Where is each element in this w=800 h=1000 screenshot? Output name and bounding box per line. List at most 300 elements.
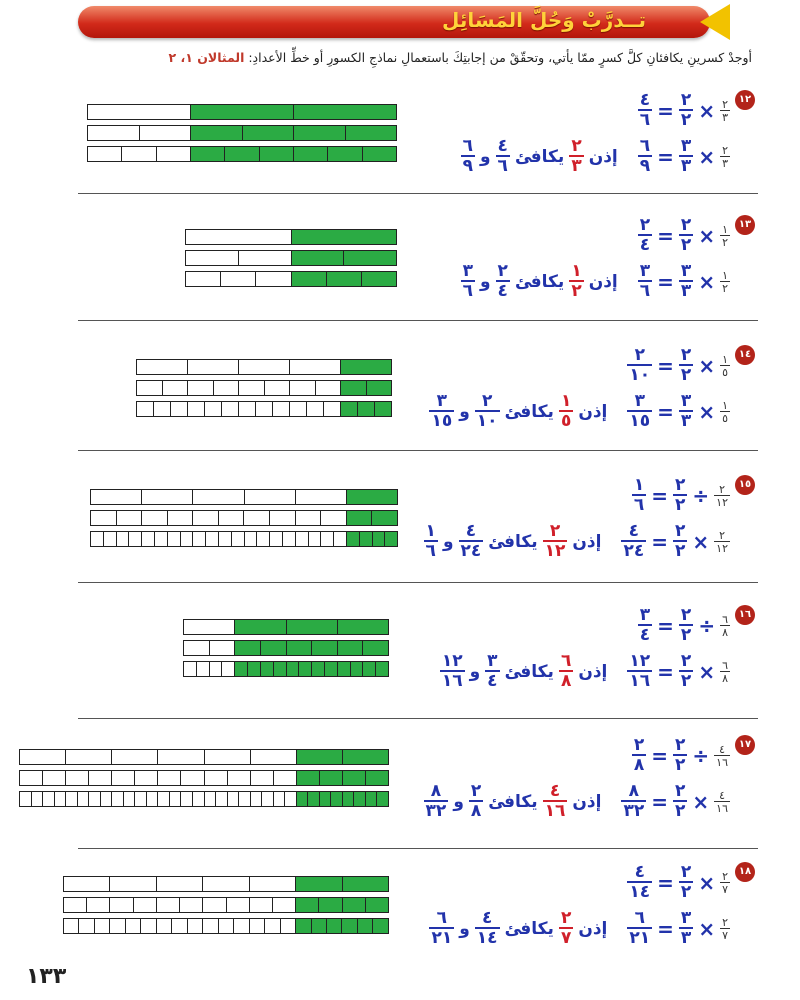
original-fraction-denominator: ١٦: [544, 801, 566, 821]
fraction-bars-model: [183, 619, 389, 682]
shaded-part: [312, 662, 325, 676]
unshaded-part: [163, 381, 189, 395]
section-divider: [78, 582, 758, 583]
shaded-part: [358, 919, 373, 933]
equivalent-fraction-a-numerator: ٢: [470, 781, 482, 801]
shaded-part: [296, 919, 311, 933]
original-fraction-numerator: ٢: [571, 136, 582, 156]
multiplier-fraction: [679, 653, 693, 690]
equation-line-2: [424, 523, 730, 560]
unshaded-part: [147, 792, 159, 806]
equation-line-2: [461, 138, 730, 175]
unshaded-part: [66, 771, 89, 785]
unshaded-part: [117, 511, 143, 525]
original-fraction-denominator: ٢: [571, 281, 582, 301]
unshaded-part: [184, 620, 235, 634]
equivalent-fraction-b: [429, 393, 454, 430]
shaded-part: [191, 126, 243, 140]
multiplier-fraction-denominator: ٣: [680, 156, 692, 176]
and-word: و: [479, 271, 491, 292]
equivalent-fraction-b-numerator: ١: [425, 521, 436, 541]
given-fraction-denominator: ٢: [722, 235, 728, 249]
shaded-part: [343, 898, 366, 912]
shaded-part: [373, 919, 387, 933]
equivalent-fraction-b: [424, 523, 438, 560]
shaded-part: [341, 402, 358, 416]
fraction-bars-model: [87, 104, 397, 167]
given-fraction: [714, 530, 730, 554]
multiplier-fraction-denominator: ٢: [680, 235, 692, 255]
original-fraction-numerator: ١: [571, 261, 582, 281]
section-divider: [78, 193, 758, 194]
equation-line-2: [440, 653, 730, 690]
then-word: إذن: [572, 531, 602, 552]
result-fraction-denominator: ٤: [639, 235, 651, 255]
equals-sign: =: [657, 223, 674, 248]
original-fraction: [559, 653, 573, 690]
given-fraction-numerator: ١: [722, 398, 728, 412]
unshaded-part: [250, 898, 273, 912]
multiplier-fraction-numerator: ٢: [680, 862, 692, 882]
shaded-part: [343, 750, 388, 764]
shaded-part: [261, 662, 274, 676]
shaded-part: [347, 511, 373, 525]
equivalent-word: يكافئ: [488, 531, 538, 552]
unshaded-part: [214, 381, 240, 395]
shaded-part: [320, 771, 343, 785]
multiplier-fraction-denominator: ٢: [680, 365, 692, 385]
shaded-part: [235, 662, 248, 676]
problem-12: [0, 90, 800, 222]
unshaded-part: [219, 919, 234, 933]
unshaded-part: [257, 532, 270, 546]
unshaded-part: [316, 381, 342, 395]
shaded-part: [343, 877, 388, 891]
unshaded-part: [158, 750, 204, 764]
result-fraction-denominator: ٦: [633, 495, 645, 515]
equivalent-fraction-a-numerator: ٢: [481, 391, 493, 411]
unshaded-part: [285, 792, 297, 806]
unshaded-part: [256, 272, 291, 286]
given-fraction-numerator: ٢: [722, 143, 728, 157]
result-fraction-denominator: ١٠: [629, 365, 651, 385]
multiplier-fraction: [673, 523, 687, 560]
unshaded-part: [219, 511, 245, 525]
equivalent-word: يكافئ: [514, 146, 565, 167]
given-fraction-denominator: ٣: [722, 110, 728, 124]
unshaded-part: [91, 532, 104, 546]
unshaded-part: [89, 771, 112, 785]
equals-sign: =: [657, 399, 674, 424]
unshaded-part: [251, 750, 297, 764]
unshaded-part: [104, 532, 117, 546]
shaded-part: [328, 147, 362, 161]
operator-symbol: ÷: [698, 613, 716, 638]
given-fraction-denominator: ٢: [722, 281, 728, 295]
unshaded-part: [205, 771, 228, 785]
unshaded-part: [205, 402, 222, 416]
multiplier-fraction: [679, 92, 693, 129]
fraction-bar: [90, 531, 398, 547]
result-fraction: [632, 737, 646, 774]
unshaded-part: [334, 532, 347, 546]
original-fraction-denominator: ٥: [560, 411, 572, 431]
shaded-part: [235, 620, 286, 634]
unshaded-part: [265, 381, 291, 395]
unshaded-part: [142, 490, 193, 504]
unshaded-part: [309, 532, 322, 546]
section-divider: [78, 848, 758, 849]
unshaded-part: [205, 792, 217, 806]
fraction-bar: [19, 791, 389, 807]
given-fraction-numerator: ٢: [722, 915, 728, 929]
unshaded-part: [228, 771, 251, 785]
unshaded-part: [91, 511, 117, 525]
unshaded-part: [181, 532, 194, 546]
operator-symbol: ×: [698, 353, 716, 378]
equals-sign: =: [651, 743, 669, 768]
unshaded-part: [221, 272, 256, 286]
equivalent-fraction-a: [485, 653, 499, 690]
shaded-part: [243, 126, 295, 140]
equivalent-fraction-b-denominator: ٦: [425, 541, 436, 561]
problem-18: [0, 862, 800, 994]
shaded-part: [341, 381, 367, 395]
unshaded-part: [250, 919, 265, 933]
unshaded-part: [181, 771, 204, 785]
shaded-part: [320, 792, 332, 806]
shaded-part: [274, 662, 287, 676]
unshaded-part: [154, 402, 171, 416]
equivalent-fraction-b-numerator: ٦: [436, 908, 448, 928]
equivalent-fraction-a-numerator: ٣: [487, 651, 498, 671]
banner-title: تــدرَّبْ وَحُلَّ المَسَائِل: [442, 8, 646, 32]
unshaded-part: [137, 381, 163, 395]
given-fraction-denominator: ١٢: [716, 541, 728, 555]
equation-line-2: [424, 783, 730, 820]
unshaded-part: [227, 898, 250, 912]
unshaded-part: [203, 898, 226, 912]
given-fraction-denominator: ١٦: [716, 755, 728, 769]
original-fraction-denominator: ١٢: [544, 541, 566, 561]
shaded-part: [235, 641, 261, 655]
unshaded-part: [234, 919, 249, 933]
unshaded-part: [186, 251, 239, 265]
given-fraction: [714, 484, 730, 508]
unshaded-part: [110, 877, 156, 891]
shaded-part: [225, 147, 259, 161]
equivalent-fraction-b-denominator: ٢١: [431, 928, 453, 948]
unshaded-part: [137, 360, 188, 374]
unshaded-part: [188, 402, 205, 416]
shaded-part: [312, 641, 338, 655]
equation-line-1: [632, 477, 730, 514]
given-fraction: [720, 614, 730, 638]
unshaded-part: [43, 771, 66, 785]
operator-symbol: ×: [698, 870, 716, 895]
multiplier-fraction: [679, 607, 693, 644]
operator-symbol: ×: [698, 223, 716, 248]
unshaded-part: [232, 532, 245, 546]
shaded-part: [366, 898, 388, 912]
problem-number-badge: ١٧: [735, 735, 755, 755]
equals-sign: =: [657, 98, 674, 123]
equals-sign: =: [657, 613, 674, 638]
section-divider: [78, 718, 758, 719]
equivalent-fraction-b: [461, 263, 475, 300]
given-fraction: [720, 354, 730, 378]
operator-symbol: ×: [698, 98, 716, 123]
unshaded-part: [281, 919, 296, 933]
equation-line-1: [627, 864, 730, 901]
shaded-part: [376, 662, 388, 676]
unshaded-part: [87, 898, 110, 912]
shaded-part: [308, 792, 320, 806]
multiplier-fraction: [679, 864, 693, 901]
original-fraction-numerator: ٤: [549, 781, 561, 801]
result-fraction-denominator: ٢٤: [623, 541, 645, 561]
given-fraction: [714, 790, 730, 814]
unshaded-part: [88, 105, 191, 119]
fraction-bar: [63, 897, 389, 913]
multiplier-fraction-denominator: ٢: [675, 801, 686, 821]
result-fraction: [627, 653, 652, 690]
equation-line-1: [638, 92, 730, 129]
fraction-bars-model: [136, 359, 392, 422]
original-fraction-denominator: ٣: [571, 156, 582, 176]
shaded-part: [297, 792, 309, 806]
problem-number-badge: ١٦: [735, 605, 755, 625]
result-fraction: [627, 864, 652, 901]
operator-symbol: ×: [698, 916, 716, 941]
equals-sign: =: [651, 789, 669, 814]
equals-sign: =: [657, 353, 674, 378]
unshaded-part: [296, 532, 309, 546]
multiplier-fraction-denominator: ٢: [680, 110, 692, 130]
equivalent-fraction-a-denominator: ٢٤: [460, 541, 482, 561]
instructions-text: أوجدْ كسرينِ يكافئانِ كلَّ كسرٍ ممّا يأتي، وتحقّقْ من إجابتِكَ باستعمالِ نماذجِ الكسورِ أو خطِّ الأعدادِ:: [248, 50, 752, 65]
fraction-bar: [87, 125, 397, 141]
unshaded-part: [210, 662, 223, 676]
shaded-part: [260, 147, 294, 161]
unshaded-part: [91, 490, 142, 504]
given-fraction-denominator: ٧: [722, 928, 728, 942]
equivalent-fraction-a: [475, 910, 500, 947]
result-fraction-numerator: ٣: [634, 391, 645, 411]
given-fraction-numerator: ١: [722, 268, 728, 282]
operator-symbol: ×: [692, 529, 710, 554]
problem-13: [0, 215, 800, 347]
equivalent-fraction-a: [496, 263, 510, 300]
result-fraction-denominator: ١٤: [629, 882, 651, 902]
unshaded-part: [296, 511, 322, 525]
unshaded-part: [290, 360, 341, 374]
then-word: إذن: [588, 146, 618, 167]
unshaded-part: [193, 490, 244, 504]
shaded-part: [373, 532, 386, 546]
shaded-part: [294, 126, 346, 140]
unshaded-part: [124, 792, 136, 806]
given-fraction-numerator: ٢: [719, 482, 726, 496]
operator-symbol: ÷: [692, 743, 710, 768]
shaded-part: [294, 147, 328, 161]
equation-line-1: [638, 607, 730, 644]
fraction-bar: [19, 749, 389, 765]
equivalent-fraction-a: [496, 138, 510, 175]
original-fraction-numerator: ٢: [560, 908, 572, 928]
shaded-part: [191, 105, 294, 119]
unshaded-part: [101, 792, 113, 806]
unshaded-part: [188, 360, 239, 374]
unshaded-part: [244, 511, 270, 525]
unshaded-part: [117, 532, 130, 546]
multiplier-fraction: [679, 910, 693, 947]
equivalent-fraction-a: [475, 393, 500, 430]
fraction-bar: [90, 489, 398, 505]
result-fraction: [638, 217, 652, 254]
unshaded-part: [43, 792, 55, 806]
fraction-bar: [90, 510, 398, 526]
section-divider: [78, 450, 758, 451]
unshaded-part: [184, 641, 210, 655]
section-banner: [78, 6, 710, 38]
shaded-part: [363, 641, 388, 655]
result-fraction: [632, 477, 646, 514]
result-fraction: [621, 783, 646, 820]
unshaded-part: [64, 898, 87, 912]
problem-number-badge: ١٥: [735, 475, 755, 495]
equivalent-fraction-b-denominator: ٦: [462, 281, 473, 301]
unshaded-part: [239, 251, 292, 265]
section-divider: [78, 320, 758, 321]
result-fraction-numerator: ٣: [639, 261, 651, 281]
unshaded-part: [273, 898, 296, 912]
and-word: و: [459, 401, 470, 422]
equivalent-fraction-a-numerator: ٤: [481, 908, 493, 928]
given-fraction-denominator: ٥: [722, 411, 728, 425]
given-fraction-denominator: ١٢: [716, 495, 728, 509]
result-fraction-numerator: ١٢: [629, 651, 651, 671]
unshaded-part: [321, 511, 347, 525]
unshaded-part: [168, 532, 181, 546]
multiplier-fraction-denominator: ٣: [680, 281, 692, 301]
unshaded-part: [206, 532, 219, 546]
multiplier-fraction-numerator: ٣: [680, 261, 692, 281]
problem-number-badge: ١٣: [735, 215, 755, 235]
shaded-part: [363, 662, 376, 676]
unshaded-part: [188, 381, 214, 395]
given-fraction: [720, 99, 730, 123]
unshaded-part: [296, 490, 347, 504]
and-word: و: [469, 661, 481, 682]
fraction-bar: [183, 619, 389, 635]
shaded-part: [338, 662, 351, 676]
unshaded-part: [142, 532, 155, 546]
fraction-bars-model: [185, 229, 397, 292]
fraction-bar: [87, 146, 397, 162]
unshaded-part: [66, 750, 112, 764]
unshaded-part: [64, 877, 110, 891]
multiplier-fraction: [673, 783, 687, 820]
operator-symbol: ×: [692, 789, 710, 814]
given-fraction: [720, 871, 730, 895]
original-fraction-numerator: ٦: [560, 651, 572, 671]
equivalent-word: يكافئ: [514, 271, 565, 292]
unshaded-part: [66, 792, 78, 806]
given-fraction: [720, 400, 730, 424]
unshaded-part: [203, 919, 218, 933]
unshaded-part: [210, 641, 236, 655]
unshaded-part: [157, 877, 203, 891]
unshaded-part: [219, 532, 232, 546]
fraction-bars-model: [19, 749, 389, 812]
shaded-part: [327, 272, 362, 286]
unshaded-part: [181, 792, 193, 806]
original-fraction: [569, 263, 583, 300]
unshaded-part: [188, 919, 203, 933]
unshaded-part: [273, 402, 290, 416]
shaded-part: [292, 272, 327, 286]
shaded-part: [292, 251, 345, 265]
unshaded-part: [270, 532, 283, 546]
equivalent-word: يكافئ: [504, 401, 554, 422]
unshaded-part: [88, 147, 122, 161]
equivalent-fraction-a-numerator: ٤: [497, 136, 508, 156]
given-fraction: [720, 917, 730, 941]
fraction-bar: [63, 876, 389, 892]
unshaded-part: [122, 147, 156, 161]
unshaded-part: [180, 898, 203, 912]
result-fraction-denominator: ١٥: [629, 411, 651, 431]
shaded-part: [297, 750, 343, 764]
given-fraction: [714, 744, 730, 768]
result-fraction-denominator: ٢١: [629, 928, 651, 948]
shaded-part: [366, 792, 378, 806]
shaded-part: [338, 641, 364, 655]
fraction-bar: [136, 380, 392, 396]
multiplier-fraction-denominator: ٣: [680, 411, 692, 431]
multiplier-fraction-numerator: ٣: [680, 908, 692, 928]
equivalent-fraction-b-numerator: ٨: [430, 781, 442, 801]
result-fraction: [638, 263, 652, 300]
result-fraction-numerator: ١: [633, 475, 645, 495]
multiplier-fraction-denominator: ٢: [680, 671, 692, 691]
multiplier-fraction-numerator: ٣: [680, 136, 692, 156]
equivalent-fraction-b-denominator: ١٦: [441, 671, 463, 691]
result-fraction: [627, 910, 652, 947]
and-word: و: [479, 146, 491, 167]
equivalent-fraction-b-numerator: ١٢: [441, 651, 463, 671]
unshaded-part: [168, 511, 194, 525]
multiplier-fraction-numerator: ٢: [675, 475, 686, 495]
unshaded-part: [140, 126, 192, 140]
multiplier-fraction-numerator: ٢: [675, 521, 686, 541]
unshaded-part: [20, 792, 32, 806]
given-fraction-denominator: ٧: [722, 882, 728, 896]
shaded-part: [375, 402, 391, 416]
given-fraction-numerator: ٦: [722, 658, 728, 672]
fraction-bar: [136, 359, 392, 375]
result-fraction: [627, 393, 652, 430]
equation-line-2: [429, 910, 730, 947]
then-word: إذن: [578, 401, 608, 422]
shaded-part: [312, 919, 327, 933]
page-number: ١٣٣: [26, 964, 67, 989]
result-fraction: [638, 138, 652, 175]
multiplier-fraction-denominator: ٢: [675, 495, 686, 515]
equals-sign: =: [657, 916, 674, 941]
unshaded-part: [193, 532, 206, 546]
